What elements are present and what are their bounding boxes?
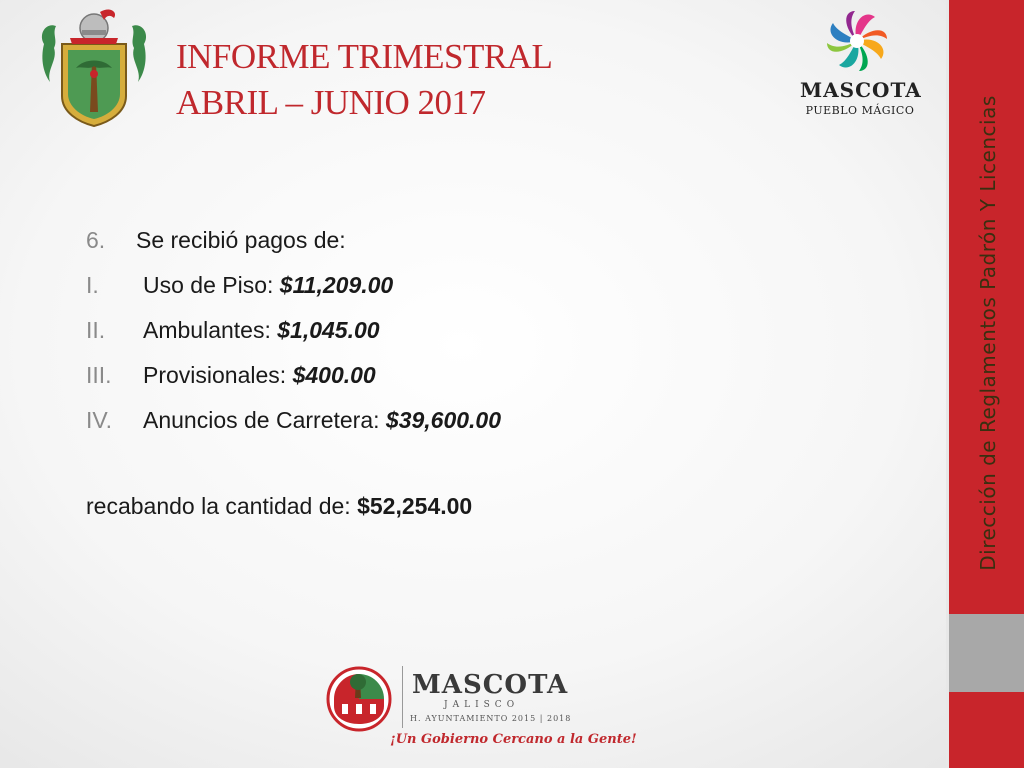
list-number: 6. [86,227,106,253]
pueblo-logo-tagline: PUEBLO MÁGICO [805,104,915,117]
list-numeral: IV. [86,407,113,433]
list-numeral: I. [86,272,99,298]
sidebar-edge [946,0,949,768]
list-intro-text: Se recibió pagos de: [136,227,346,253]
sidebar-gray-band [946,614,1024,692]
list-intro [86,218,786,263]
list-item [86,308,786,353]
list-numeral: II. [86,317,106,343]
item-amount: $11,209.00 [279,272,394,298]
summary-total: $52,254.00 [357,493,473,519]
pinwheel-icon [822,6,892,76]
coat-of-arms-logo [36,4,152,128]
list-item [86,263,786,308]
logo-divider [402,666,403,728]
footer-logo-state: JALISCO [444,700,520,710]
payments-list [86,218,786,443]
list-item [86,398,786,443]
sidebar-vertical-text: Dirección de Reglamentos Padrón Y Licencias [976,95,1000,571]
list-numeral: III. [86,362,112,388]
item-label: Anuncios de Carretera: [143,407,386,433]
pueblo-magico-logo [800,6,920,124]
item-amount: $1,045.00 [277,317,380,343]
summary-line [86,484,472,529]
title-line-1: INFORME TRIMESTRAL [176,37,553,76]
sidebar-red-band-bottom [946,692,1024,768]
item-amount: $39,600.00 [385,407,502,433]
summary-text: recabando la cantidad de: [86,493,358,519]
item-label: Ambulantes: [143,317,278,343]
ayuntamiento-logo [322,664,637,764]
municipal-seal-icon [326,666,392,732]
page-title [176,34,552,126]
list-item [86,353,786,398]
footer-logo-name: MASCOTA [412,670,569,700]
title-line-2: ABRIL – JUNIO 2017 [176,83,486,122]
item-label: Uso de Piso: [143,272,280,298]
item-amount: $400.00 [292,362,376,388]
pueblo-logo-name: MASCOTA [800,78,922,102]
item-label: Provisionales: [143,362,293,388]
footer-slogan: ¡Un Gobierno Cercano a la Gente! [390,732,637,747]
footer-logo-ayuntamiento: H. AYUNTAMIENTO 2015 | 2018 [410,714,572,723]
